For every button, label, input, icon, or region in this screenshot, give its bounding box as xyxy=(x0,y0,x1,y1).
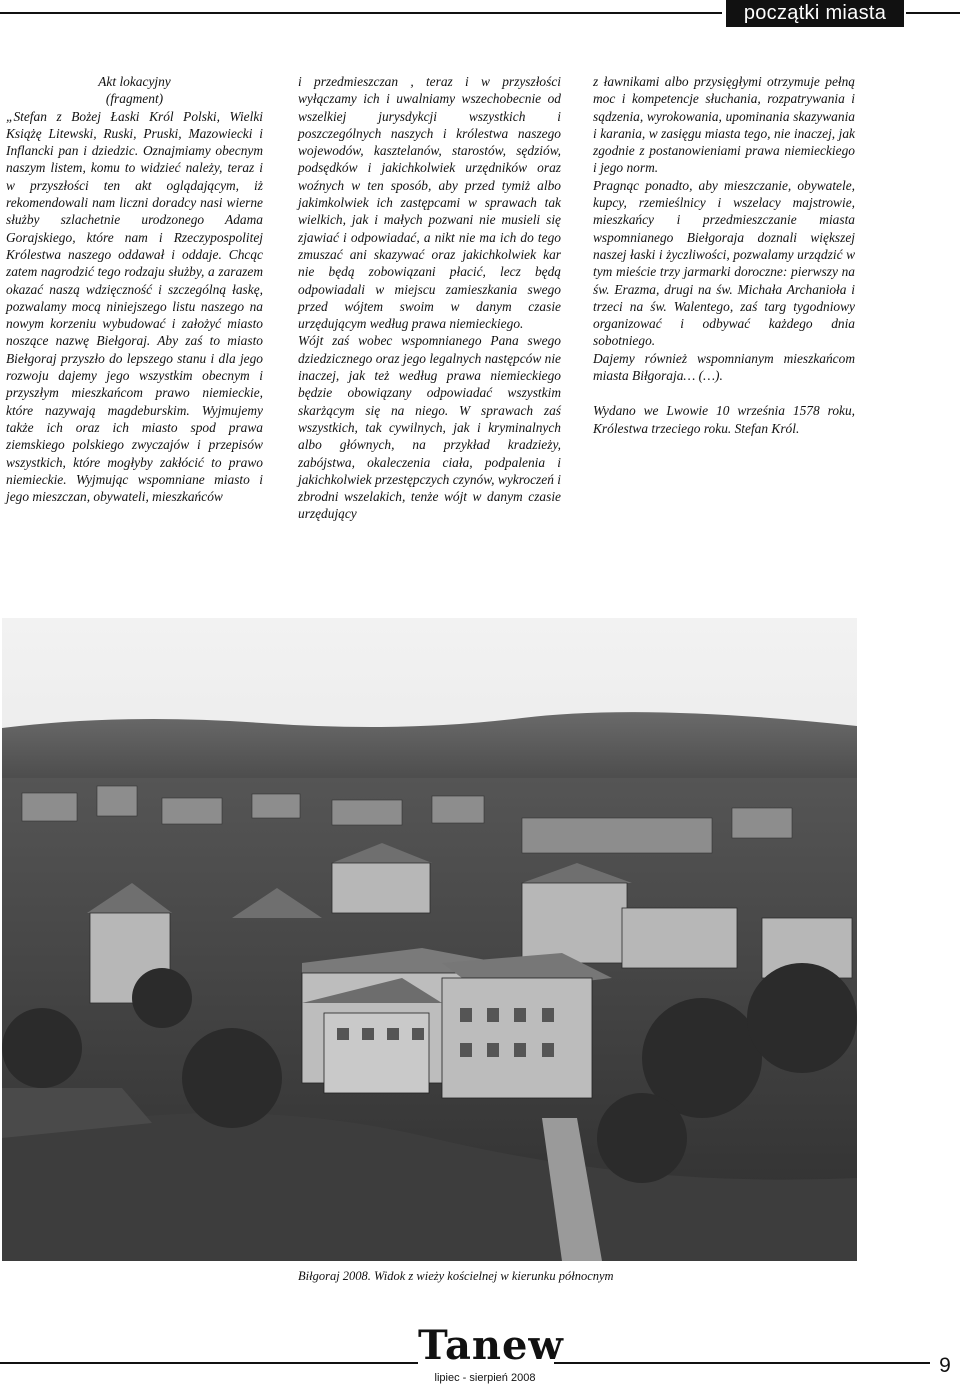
town-photo xyxy=(2,618,857,1261)
article-column-3 xyxy=(593,73,855,437)
article-paragraph: z ławnikami albo przysięgłymi otrzymuje pełną moc i kompetencje słuchania, rozpatrywania i sądzenia, wyrokowania, upominania skazywania i karania, w zasięgu miasta tego, nie inaczej, jak zgodnie z postanowieniami prawa niemieckiego i jego norm. xyxy=(593,74,855,176)
article-paragraph: „Stefan z Bożej Łaski Król Polski, Wielki Książę Litewski, Ruski, Pruski, Mazowiecki i Inflancki pan i dziedzic. Oznajmiamy obecnym naszym listem, komu to widzieć należy, teraz i w przyszłości ten akt oglądającym, iż rekomendowali nam liczni doradcy nasi wierne służby szlachetnie urodzonego Adama Gorajskiego, które nam i Rzeczypospolitej Królestwa naszego oddawał i oddaje. Chcąc zatem nagrodzić tego rodzaju służby, a zarazem okazać naszą wdzięczność i szczególną łaskę, pozwalamy mocą niniejszego listu naszego na nowym korzeniu wybudować i założyć miasto noszące nazwę Biełgoraj. Aby zaś to miasto Biełgoraj przyszło do lepszego stanu i dla jego rozwoju dajemy jego wszystkim obecnym i przyszłym mieszkańcom prawo niemieckie, które nazywają magdeburskim. Wyjmujemy także ich oraz ich miasto spod prawa ziemskiego polskiego zwyczajów i przepisów wszystkich, które mogłyby zakłócić to prawo niemieckie. Wyjmując wspomniane miasto i jego mieszczan, obywateli, mieszkańców xyxy=(6,108,263,505)
article-paragraph: Wójt zaś wobec wspomnianego Pana swego dziedzicznego oraz jego legalnych następców nie inaczej, jak też według prawa niemieckiego będzie obowiązany odpowiadać wszystkim skarżącym się na niego. W sprawach zaś wszystkich, tak cywilnych, jak i kryminalnych albo głównych, na przykład kradzieży, zabójstwa, okaleczenia ciała, podpalenia i jakichkolwiek przestępczych czynów, wykroczeń i zbrodni wszelakich, tenże wójt w danym czasie urzędujący xyxy=(298,333,561,522)
article-paragraph: Dajemy również wspomnianym mieszkańcom miasta Biłgoraja… (…). xyxy=(593,350,855,384)
article-signature: Wydano we Lwowie 10 września 1578 roku, Królestwa trzeciego roku. Stefan Król. xyxy=(593,403,855,436)
magazine-logo: Tanew xyxy=(418,1322,564,1369)
header-rule-right xyxy=(906,12,960,14)
article-column-1 xyxy=(6,73,263,505)
page-number: 9 xyxy=(930,1352,960,1380)
article-subheading: (fragment) xyxy=(105,91,164,107)
article-paragraph: i przedmieszczan , teraz i w przyszłości wyłączamy ich i uwalniamy wszechobecnie od wszelkiej jurysdykcji wszystkich i poszczególnych naszych i królestwa naszego wojewodów, kasztelanów, starostów, sędziów, podsędków i jakichkolwiek urzędników oraz woźnych w ten sposób, aby przed tymiż albo jakimkolwiek ich zastępcami w sprawach tak wielkich, jak i małych pozwani nie musieli się zjawiać i odpowiadać, a nikt nie ma ich do tego zmuszać ani skazywać oraz jakichkolwiek kar nie będą zobowiązani płacić, lecz będą odpowiadali w miejscu zamieszkania swego przed wójtem swoim w danym czasie urzędującym według prawa niemieckiego. xyxy=(298,74,561,332)
header-rule-left xyxy=(0,12,722,14)
article-heading: Akt lokacyjny xyxy=(98,74,171,89)
article-column-2 xyxy=(298,73,561,523)
issue-date: lipiec - sierpień 2008 xyxy=(434,1372,536,1384)
section-tag: początki miasta xyxy=(726,0,904,27)
article-paragraph: Pragnąc ponadto, aby mieszczanie, obywatele, kupcy, rzemieślnicy i wszelacy majstrowie, mieszkańcy i przedmieszczanie miasta wspomnianego Biełgoraja doznali większej naszej łaski i życzliwości, pozwalamy urządzić w tym mieście trzy jarmarki doroczne: pierwszy na św. Erazma, drugi na św. Michała Archanioła i trzeci na św. Walentego, zaś targ tygodniowy organizować i odbywać każdego dnia sobotniego. xyxy=(593,177,855,349)
photo-caption: Biłgoraj 2008. Widok z wieży kościelnej w kierunku północnym xyxy=(298,1269,614,1283)
